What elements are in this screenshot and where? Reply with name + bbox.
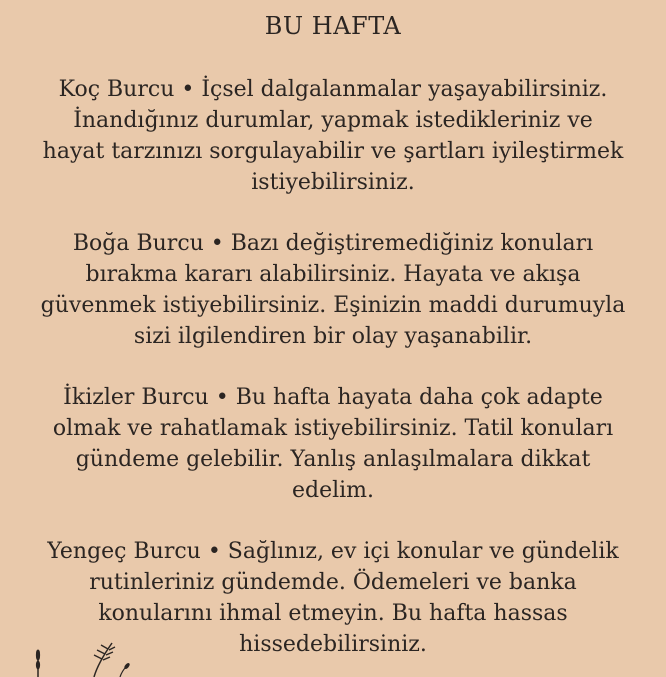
section-text-line: Koç Burcu • İçsel dalgalanmalar yaşayabilirsiniz.: [58, 77, 608, 102]
dried-grass-icon: [24, 633, 144, 677]
section-text-line: güvenmek istiyebilirsiniz. Eşinizin maddi durumuyla: [40, 293, 626, 318]
section-text-line: rutinleriniz gündemde. Ödemeleri ve banka: [89, 570, 577, 595]
section-text-line: Yengeç Burcu • Sağlınız, ev içi konular ve gündelik: [47, 539, 619, 564]
section-text-line: istiyebilirsiniz.: [251, 170, 415, 195]
section-text-line: gündeme gelebilir. Yanlış anlaşılmalara dikkat: [75, 447, 591, 472]
section-text-line: sizi ilgilendiren bir olay yaşanabilir.: [133, 324, 533, 349]
section-text-line: hissedebilirsiniz.: [239, 632, 427, 657]
horoscope-section-boga: [28, 228, 638, 352]
page-title: BU HAFTA: [264, 12, 402, 40]
section-text-line: olmak ve rahatlamak istiyebilirsiniz. Tatil konuları: [52, 416, 614, 441]
section-text-line: bırakma kararı alabilirsiniz. Hayata ve akışa: [85, 262, 581, 287]
horoscope-section-koc: [28, 74, 638, 198]
section-text-line: edelim.: [291, 478, 375, 503]
section-text-line: İnandığınız durumlar, yapmak istedikleriniz ve: [73, 108, 593, 133]
section-text-line: İkizler Burcu • Bu hafta hayata daha çok adapte: [63, 385, 603, 410]
horoscope-section-ikizler: [28, 382, 638, 506]
section-text-line: hayat tarzınızı sorgulayabilir ve şartları iyileştirmek: [42, 139, 624, 164]
section-text-line: Boğa Burcu • Bazı değiştiremediğiniz konuları: [72, 231, 594, 256]
section-text-line: konularını ihmal etmeyin. Bu hafta hassas: [98, 601, 568, 626]
